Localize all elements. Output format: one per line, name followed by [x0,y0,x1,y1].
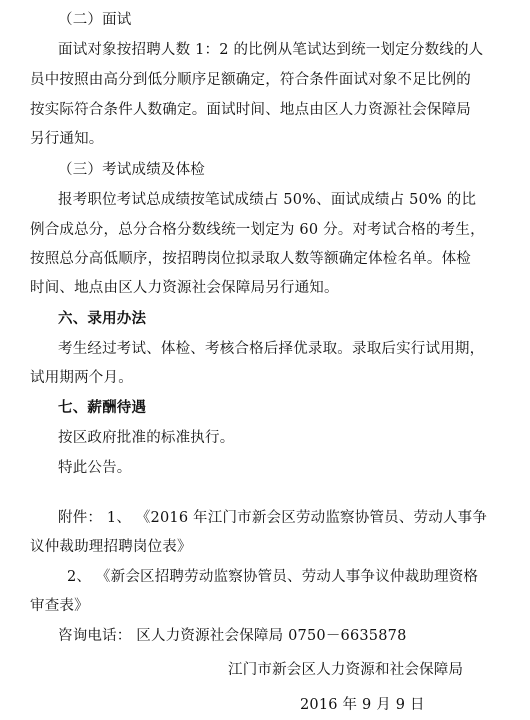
paragraph-line: 报考职位考试总成绩按笔试成绩占 50%、面试成绩占 50% 的比 [58,192,477,208]
section-7-heading: 七、薪酬待遇 [58,400,147,416]
paragraph-line: 员中按照由高分到低分顺序足额确定，符合条件面试对象不足比例的 [30,72,471,88]
paragraph-line: 试用期两个月。 [30,370,133,386]
issuer-name: 江门市新会区人力资源和社会保障局 [228,662,464,678]
paragraph-line: 按区政府批准的标准执行。 [58,430,235,446]
paragraph-line: 例合成总分，总分合格分数线统一划定为 60 分。对考试合格的考生， [30,222,485,238]
notice-text: 特此公告。 [58,460,132,476]
attachment-line: 2、 《新会区招聘劳动监察协管员、劳动人事争议仲裁助理资格 [67,569,479,585]
section-score-heading: （三）考试成绩及体检 [58,162,205,178]
paragraph-line: 时间、地点由区人力资源社会保障局另行通知。 [30,280,339,296]
section-6-heading: 六、录用办法 [58,311,147,327]
attachment-line: 议仲裁助理招聘岗位表》 [30,539,192,555]
paragraph-line: 另行通知。 [30,131,104,147]
issue-date: 2016 年 9 月 9 日 [300,697,425,713]
contact-line: 咨询电话： 区人力资源社会保障局 0750－6635878 [58,628,407,644]
paragraph-line: 面试对象按招聘人数 1：2 的比例从笔试达到统一划定分数线的人 [58,42,484,58]
paragraph-line: 考生经过考试、体检、考核合格后择优录取。录取后实行试用期， [58,341,485,357]
section-interview-heading: （二）面试 [58,12,132,28]
attachment-line: 附件： 1、 《2016 年江门市新会区劳动监察协管员、劳动人事争 [58,510,488,526]
attachment-line: 审查表》 [30,598,89,614]
paragraph-line: 按实际符合条件人数确定。面试时间、地点由区人力资源社会保障局 [30,102,471,118]
paragraph-line: 按照总分高低顺序，按招聘岗位拟录取人数等额确定体检名单。体检 [30,251,471,267]
